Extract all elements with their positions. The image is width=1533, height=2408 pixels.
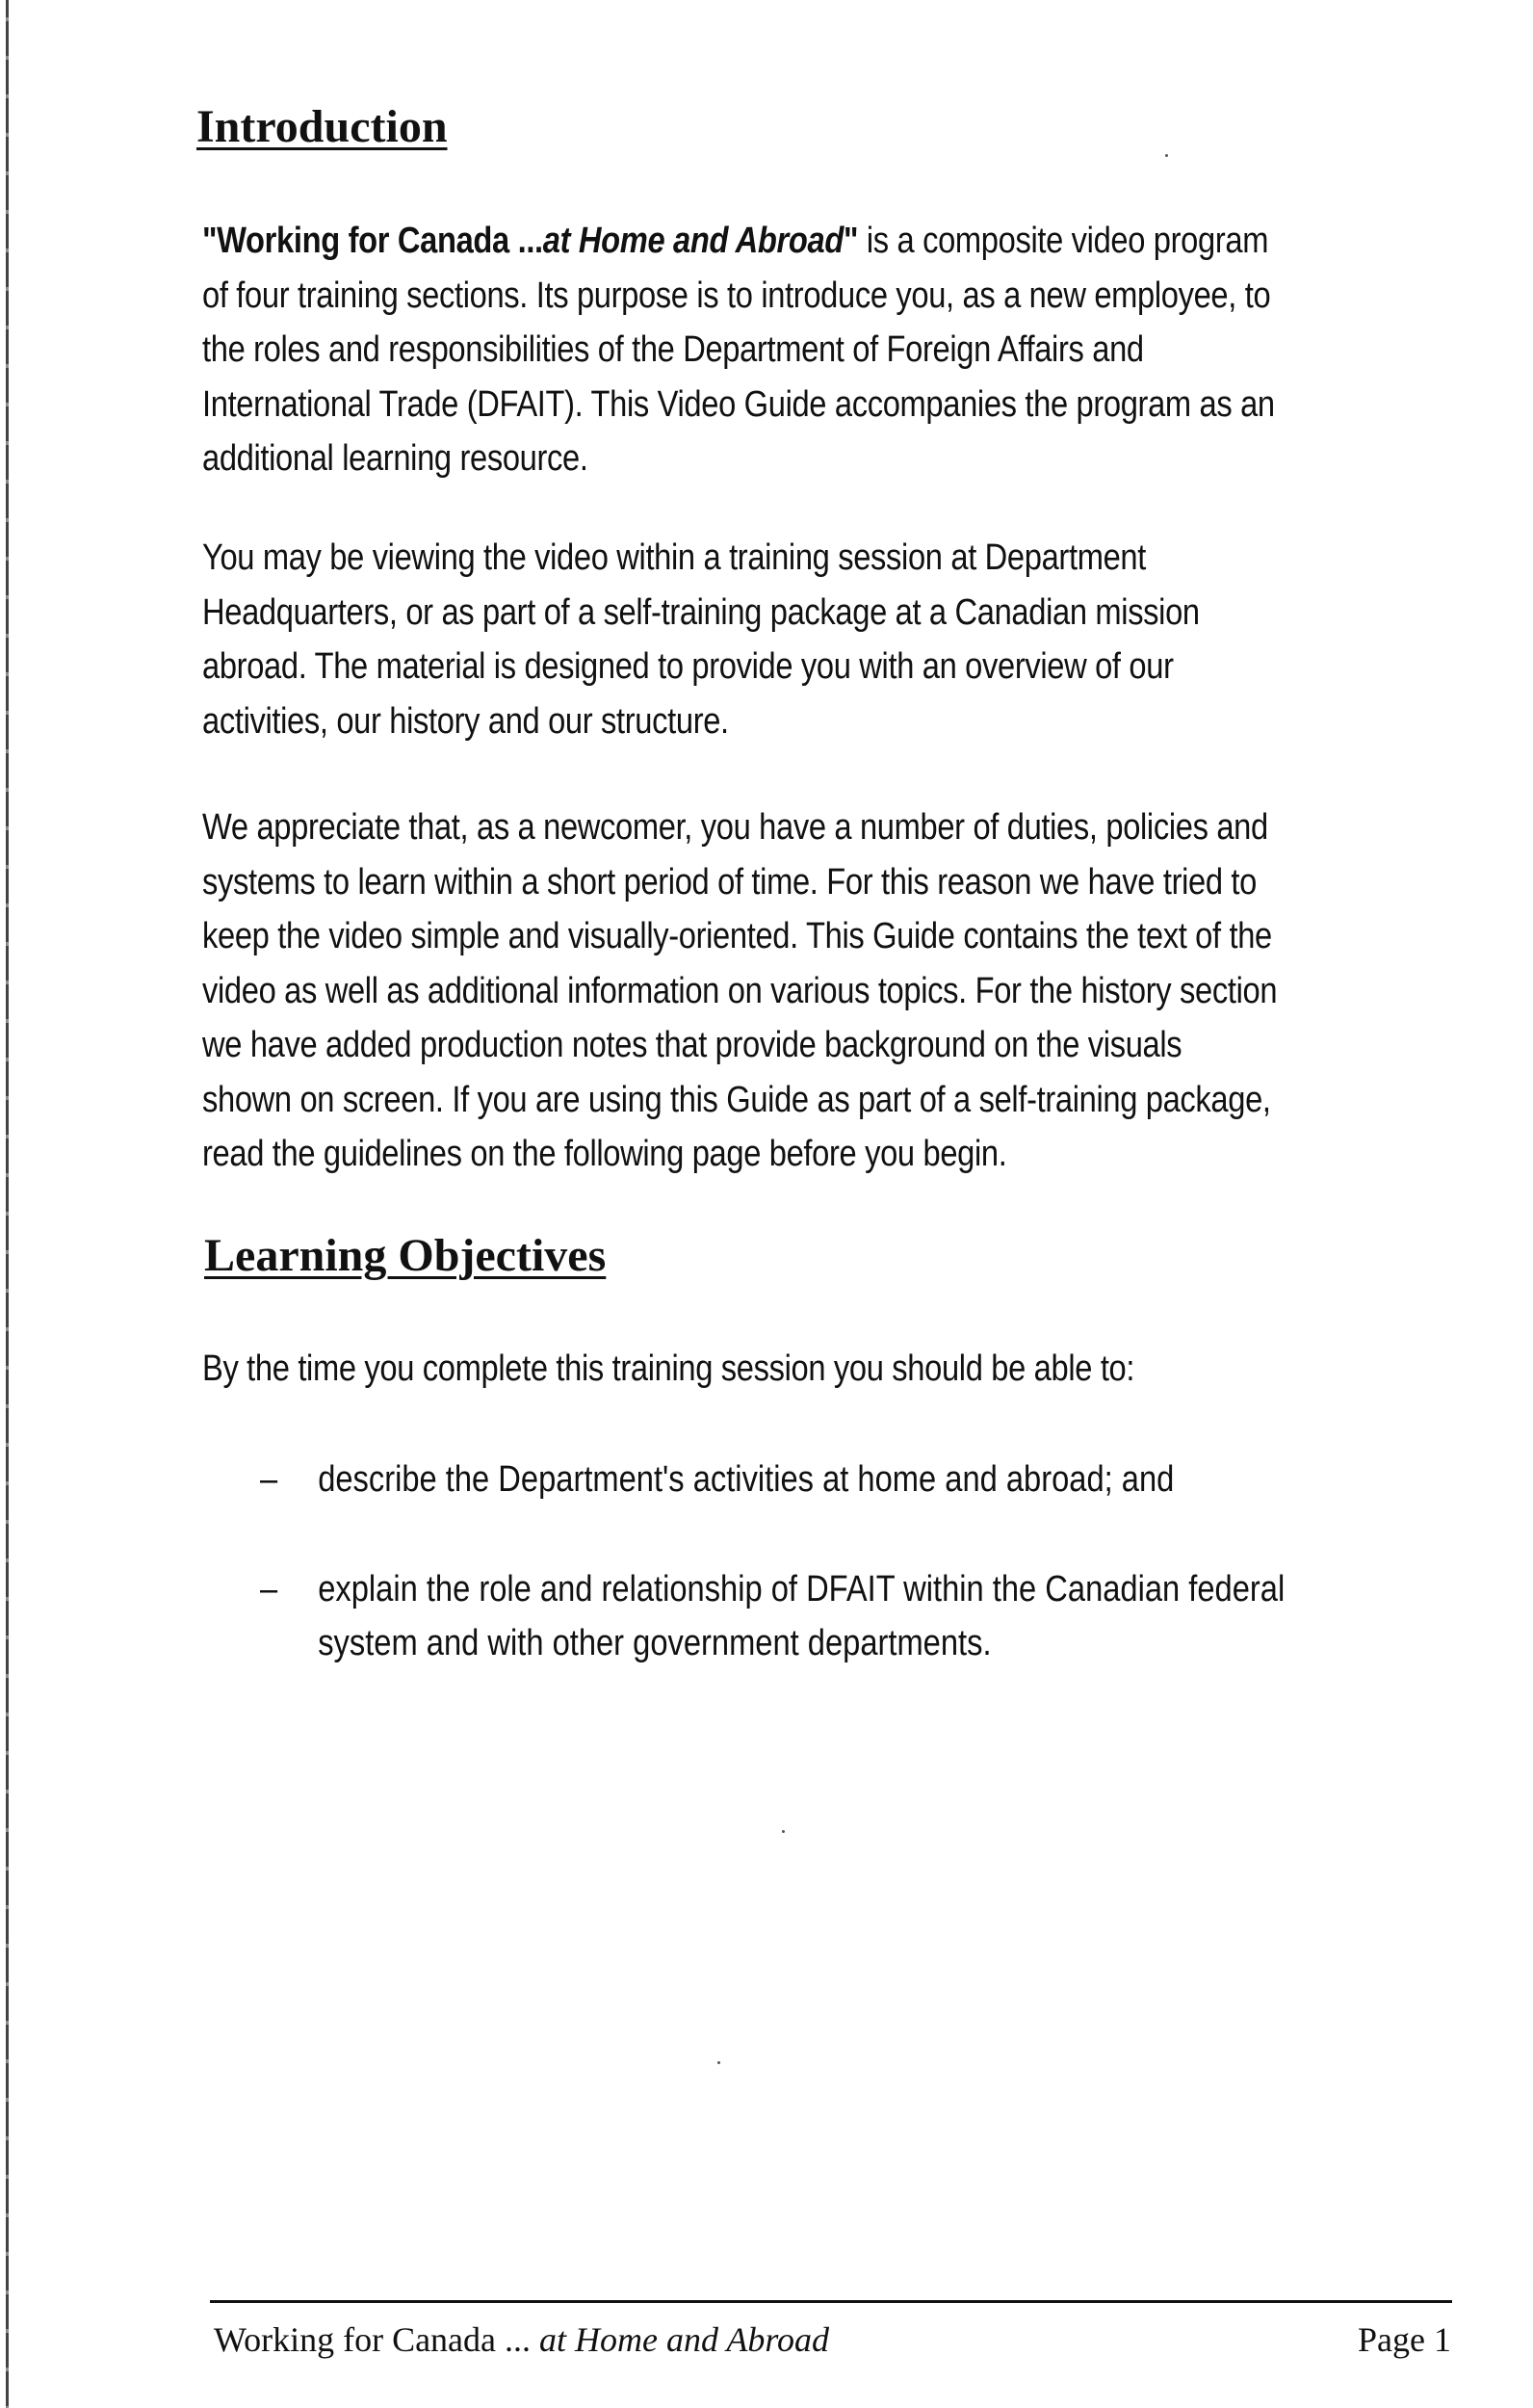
learning-objectives-heading: Learning Objectives [204, 1230, 607, 1281]
objectives-intro: By the time you complete this training session you should be able to: [202, 1348, 1135, 1389]
introduction-heading: Introduction [196, 101, 448, 152]
footer-title [214, 2319, 829, 2360]
footer-title-italic: at Home and Abroad [539, 2320, 830, 2359]
video-title-quote: "Working for Canada ... [202, 221, 543, 261]
video-title-quote-close: " [843, 221, 859, 261]
binding-edge [6, 0, 9, 2408]
footer-rule [210, 2300, 1452, 2303]
intro-paragraph-3: We appreciate that, as a newcomer, you have a number of duties, policies and systems to learn within a short period of time. For this reason we have tried to keep the video simple and visually-oriented. This Guide contains the text of the video as well as additional information on various topics. For the history section we have added production notes that provide background on the visuals shown on screen. If you are using this Guide as part of a self-training package, read the guidelines on the following page before you begin. [202, 807, 1278, 1174]
scan-speck [1165, 154, 1168, 157]
intro-paragraph-1 [202, 214, 1279, 486]
bullet-dash: – [260, 1459, 278, 1500]
intro-paragraph-2: You may be viewing the video within a training session at Department Headquarters, or as part of a self-training package at a Canadian mission abroad. The material is designed to provide you with an overview of our activities, our history and our structure. [202, 537, 1200, 742]
objective-text-2: explain the role and relationship of DFAIT within the Canadian federal system and with other government departments. [318, 1569, 1286, 1663]
scan-speck [717, 2061, 720, 2064]
video-title-italic: at Home and Abroad [542, 221, 844, 261]
footer-title-prefix: Working for Canada ... [214, 2320, 540, 2359]
objective-text-1: describe the Department's activities at home and abroad; and [318, 1459, 1175, 1500]
intro-paragraph-1-text: is a composite video program of four training sections. Its purpose is to introduce you, as a new employee, to the roles and responsibilities of the Department of Foreign Affairs and International Trade (DFAIT). This Video Guide accompanies the program as an additional learning resource. [202, 221, 1275, 479]
page-number: Page 1 [1358, 2320, 1451, 2359]
scan-speck [782, 1830, 785, 1833]
bullet-dash: – [260, 1569, 278, 1610]
